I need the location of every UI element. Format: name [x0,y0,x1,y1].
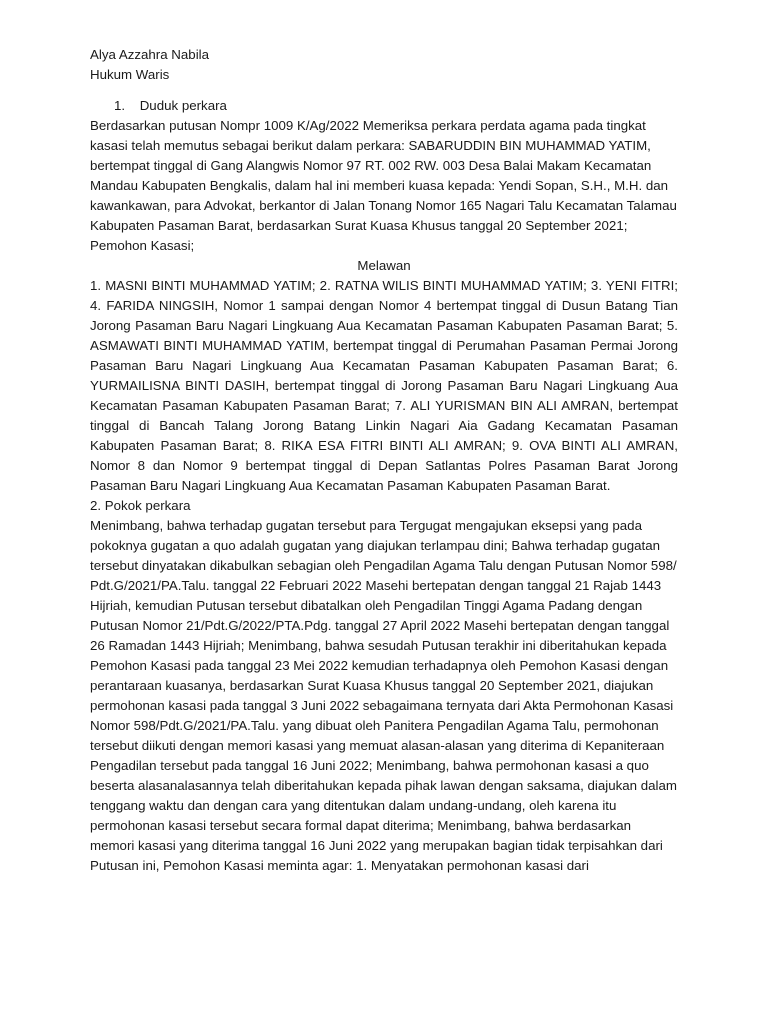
section-title: Duduk perkara [139,98,227,113]
section-number: 1. [114,98,126,113]
paragraph-intro: Berdasarkan putusan Nompr 1009 K/Ag/2022 Memeriksa perkara perdata agama pada tingkat kasasi telah memutus sebagai berikut dalam perkara: SABARUDDIN BIN MUHAMMAD YATIM, bertempat tinggal di Gang Alangwis Nomor 97 RT. 002 RW. 003 Desa Balai Makam Kecamatan Mandau Kabupaten Bengkalis, dalam hal ini memberi kuasa kepada: Yendi Sopan, S.H., M.H. dan kawankawan, para Advokat, berkantor di Jalan Tonang Nomor 165 Nagari Talu Kecamatan Talamau Kabupaten Pasaman Barat, berdasarkan Surat Kuasa Khusus tanggal 20 September 2021; Pemohon Kasasi; [90,118,677,253]
section-heading-pokok-perkara: 2. Pokok perkara [90,498,191,513]
document-subject: Hukum Waris [90,67,170,82]
section-heading-duduk-perkara [114,96,678,116]
versus-label: Melawan [357,258,411,273]
paragraph-main: Menimbang, bahwa terhadap gugatan tersebut para Tergugat mengajukan eksepsi yang pada pokoknya gugatan a quo adalah gugatan yang diajukan terlampau dini; Bahwa terhadap gugatan tersebut dinyatakan dikabulkan sebagian oleh Pengadilan Agama Talu dengan Putusan Nomor 598/ Pdt.G/2021/PA.Talu. tanggal 22 Februari 2022 Masehi bertepatan dengan tanggal 21 Rajab 1443 Hijriah, kemudian Putusan tersebut dibatalkan oleh Pengadilan Tinggi Agama Padang dengan Putusan Nomor 21/Pdt.G/2022/PTA.Pdg. tanggal 27 April 2022 Masehi bertepatan dengan tanggal 26 Ramadan 1443 Hijriah; Menimbang, bahwa sesudah Putusan terakhir ini diberitahukan kepada Pemohon Kasasi pada tanggal 23 Mei 2022 kemudian terhadapnya oleh Pemohon Kasasi dengan perantaraan kuasanya, berdasarkan Surat Kuasa Khusus tanggal 20 September 2021, diajukan permohonan kasasi pada tanggal 3 Juni 2022 sebagaimana ternyata dari Akta Permohonan Kasasi Nomor 598/Pdt.G/2021/PA.Talu. yang dibuat oleh Panitera Pengadilan Agama Talu, permohonan tersebut diikuti dengan memori kasasi yang memuat alasan-alasan yang diterima di Kepaniteraan Pengadilan tersebut pada tanggal 16 Juni 2022; Menimbang, bahwa permohonan kasasi a quo beserta alasanalasannya telah diberitahukan kepada pihak lawan dengan saksama, diajukan dalam tenggang waktu dan dengan cara yang ditentukan dalam undang-undang, oleh karena itu permohonan kasasi tersebut secara formal dapat diterima; Menimbang, bahwa berdasarkan memori kasasi yang diterima tanggal 16 Juni 2022 yang merupakan bagian tidak terpisahkan dari Putusan ini, Pemohon Kasasi meminta agar: 1. Menyatakan permohonan kasasi dari [90,518,677,873]
author-name: Alya Azzahra Nabila [90,47,209,62]
paragraph-parties: 1. MASNI BINTI MUHAMMAD YATIM; 2. RATNA WILIS BINTI MUHAMMAD YATIM; 3. YENI FITRI; 4. FARIDA NINGSIH, Nomor 1 sampai dengan Nomor 4 bertempat tinggal di Dusun Batang Tian Jorong Pasaman Baru Nagari Lingkuang Aua Kecamatan Pasaman Kabupaten Pasaman Barat; 5. ASMAWATI BINTI MUHAMMAD YATIM, bertempat tinggal di Perumahan Pasaman Permai Jorong Pasaman Baru Nagari Lingkuang Aua Kecamatan Pasaman Kabupaten Pasaman Barat; 6. YURMAILISNA BINTI DASIH, bertempat tinggal di Jorong Pasaman Baru Nagari Lingkuang Aua Kecamatan Pasaman Kabupaten Pasaman Barat; 7. ALI YURISMAN BIN ALI AMRAN, bertempat tinggal di Bancah Talang Jorong Batang Linkin Nagari Aia Gadang Kecamatan Pasaman Kabupaten Pasaman Barat; 8. RIKA ESA FITRI BINTI ALI AMRAN; 9. OVA BINTI ALI AMRAN, Nomor 8 dan Nomor 9 bertempat tinggal di Depan Satlantas Polres Pasaman Barat Jorong Pasaman Baru Nagari Lingkuang Aua Kecamatan Pasaman Kabupaten Pasaman Barat. [90,278,678,493]
